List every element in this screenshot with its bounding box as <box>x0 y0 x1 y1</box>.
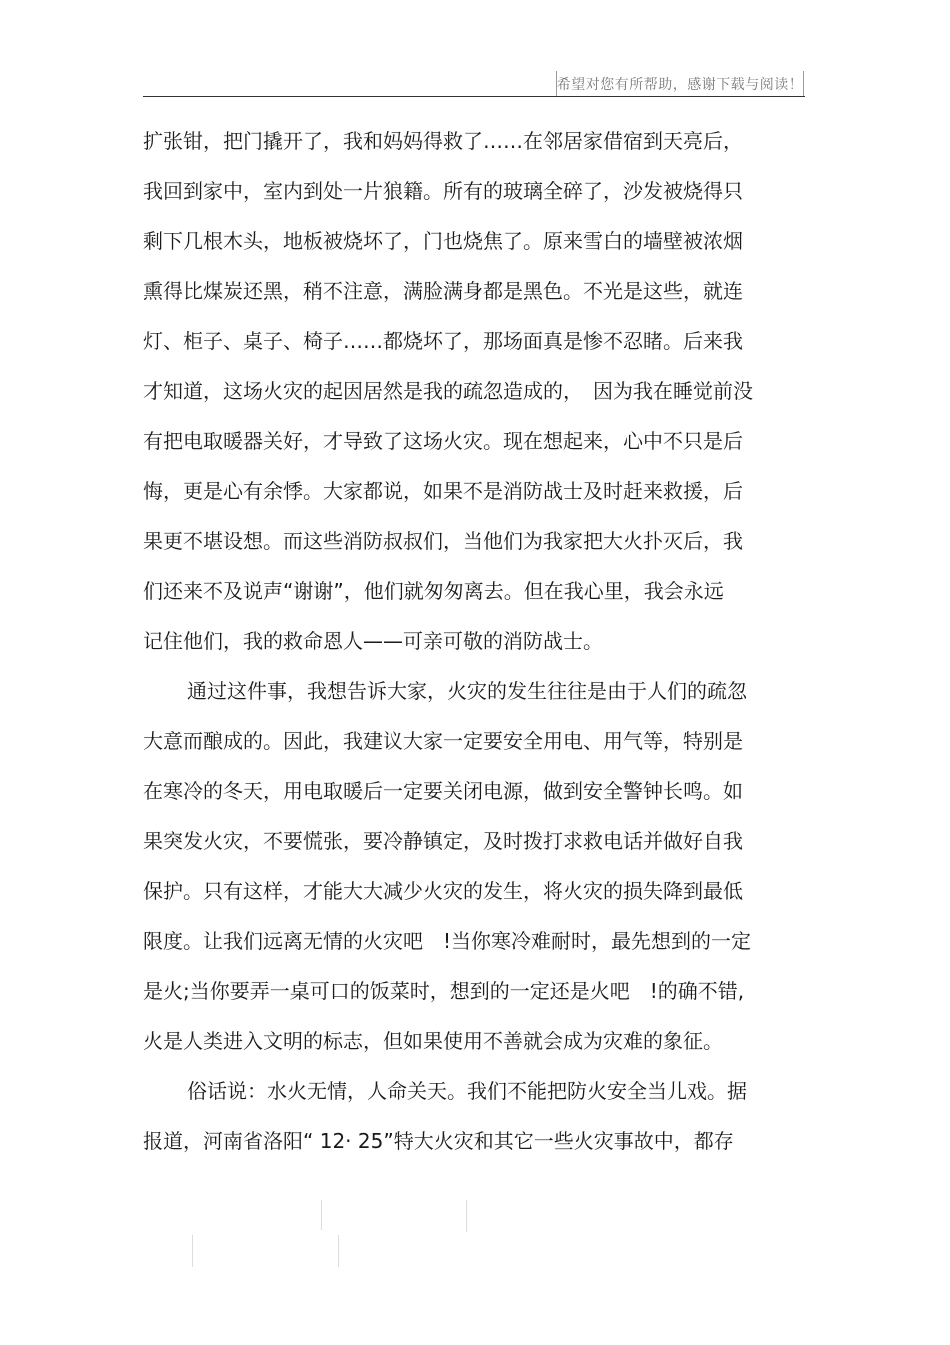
body-line: 灯、柜子、桌子、椅子……都烧坏了，那场面真是惨不忍睹。后来我 <box>143 329 743 353</box>
paragraph-first-line: 通过这件事，我想告诉大家，火灾的发生往往是由于人们的疏忽 <box>187 679 747 703</box>
body-line: 剩下几根木头，地板被烧坏了，门也烧焦了。原来雪白的墙壁被浓烟 <box>143 229 743 253</box>
body-line: 在寒冷的冬天，用电取暖后一定要关闭电源，做到安全警钟长鸣。如 <box>143 779 743 803</box>
scan-artifact-line <box>192 1235 193 1267</box>
body-line: 记住他们，我的救命恩人——可亲可敬的消防战士。 <box>143 629 603 653</box>
body-line: 果突发火灾，不要慌张，要冷静镇定，及时拨打求救电话并做好自我 <box>143 829 743 853</box>
body-line: 限度。让我们远离无情的火灾吧 !当你寒冷难耐时，最先想到的一定 <box>143 929 752 953</box>
header-note <box>556 71 804 97</box>
body-line: 大意而酿成的。因此，我建议大家一定要安全用电、用气等，特别是 <box>143 729 743 753</box>
paragraph-first-line: 俗话说：水火无情，人命关天。我们不能把防火安全当儿戏。据 <box>187 1079 747 1103</box>
body-line: 果更不堪设想。而这些消防叔叔们，当他们为我家把大火扑灭后，我 <box>143 529 743 553</box>
header-note-text: 希望对您有所帮助，感谢下载与阅读！ <box>556 77 804 93</box>
document-body <box>143 116 805 1166</box>
body-line: 悔，更是心有余悸。大家都说，如果不是消防战士及时赶来救援，后 <box>143 479 743 503</box>
header-rule <box>143 96 805 97</box>
body-line: 保护。只有这样，才能大大减少火灾的发生，将火灾的损失降到最低 <box>143 879 743 903</box>
body-line: 报道，河南省洛阳“ 12· 25”特大火灾和其它一些火灾事故中，都存 <box>143 1129 734 1153</box>
body-line: 我回到家中，室内到处一片狼籍。所有的玻璃全碎了，沙发被烧得只 <box>143 179 743 203</box>
body-line: 有把电取暖器关好，才导致了这场火灾。现在想起来，心中不只是后 <box>143 429 743 453</box>
scan-artifact-line <box>466 1200 467 1232</box>
scan-artifact-line <box>321 1200 322 1230</box>
scan-artifact-line <box>338 1235 339 1267</box>
body-line: 扩张钳，把门撬开了，我和妈妈得救了……在邻居家借宿到天亮后， <box>143 129 743 153</box>
body-line: 才知道，这场火灾的起因居然是我的疏忽造成的， 因为我在睡觉前没 <box>143 379 753 403</box>
body-line: 们还来不及说声“谢谢”，他们就匆匆离去。但在我心里，我会永远 <box>143 579 724 603</box>
body-line: 是火;当你要弄一桌可口的饭菜时，想到的一定还是火吧 !的确不错, <box>143 979 745 1003</box>
body-line: 火是人类进入文明的标志，但如果使用不善就会成为灾难的象征。 <box>143 1029 723 1053</box>
body-line: 熏得比煤炭还黑，稍不注意，满脸满身都是黑色。不光是这些，就连 <box>143 279 743 303</box>
